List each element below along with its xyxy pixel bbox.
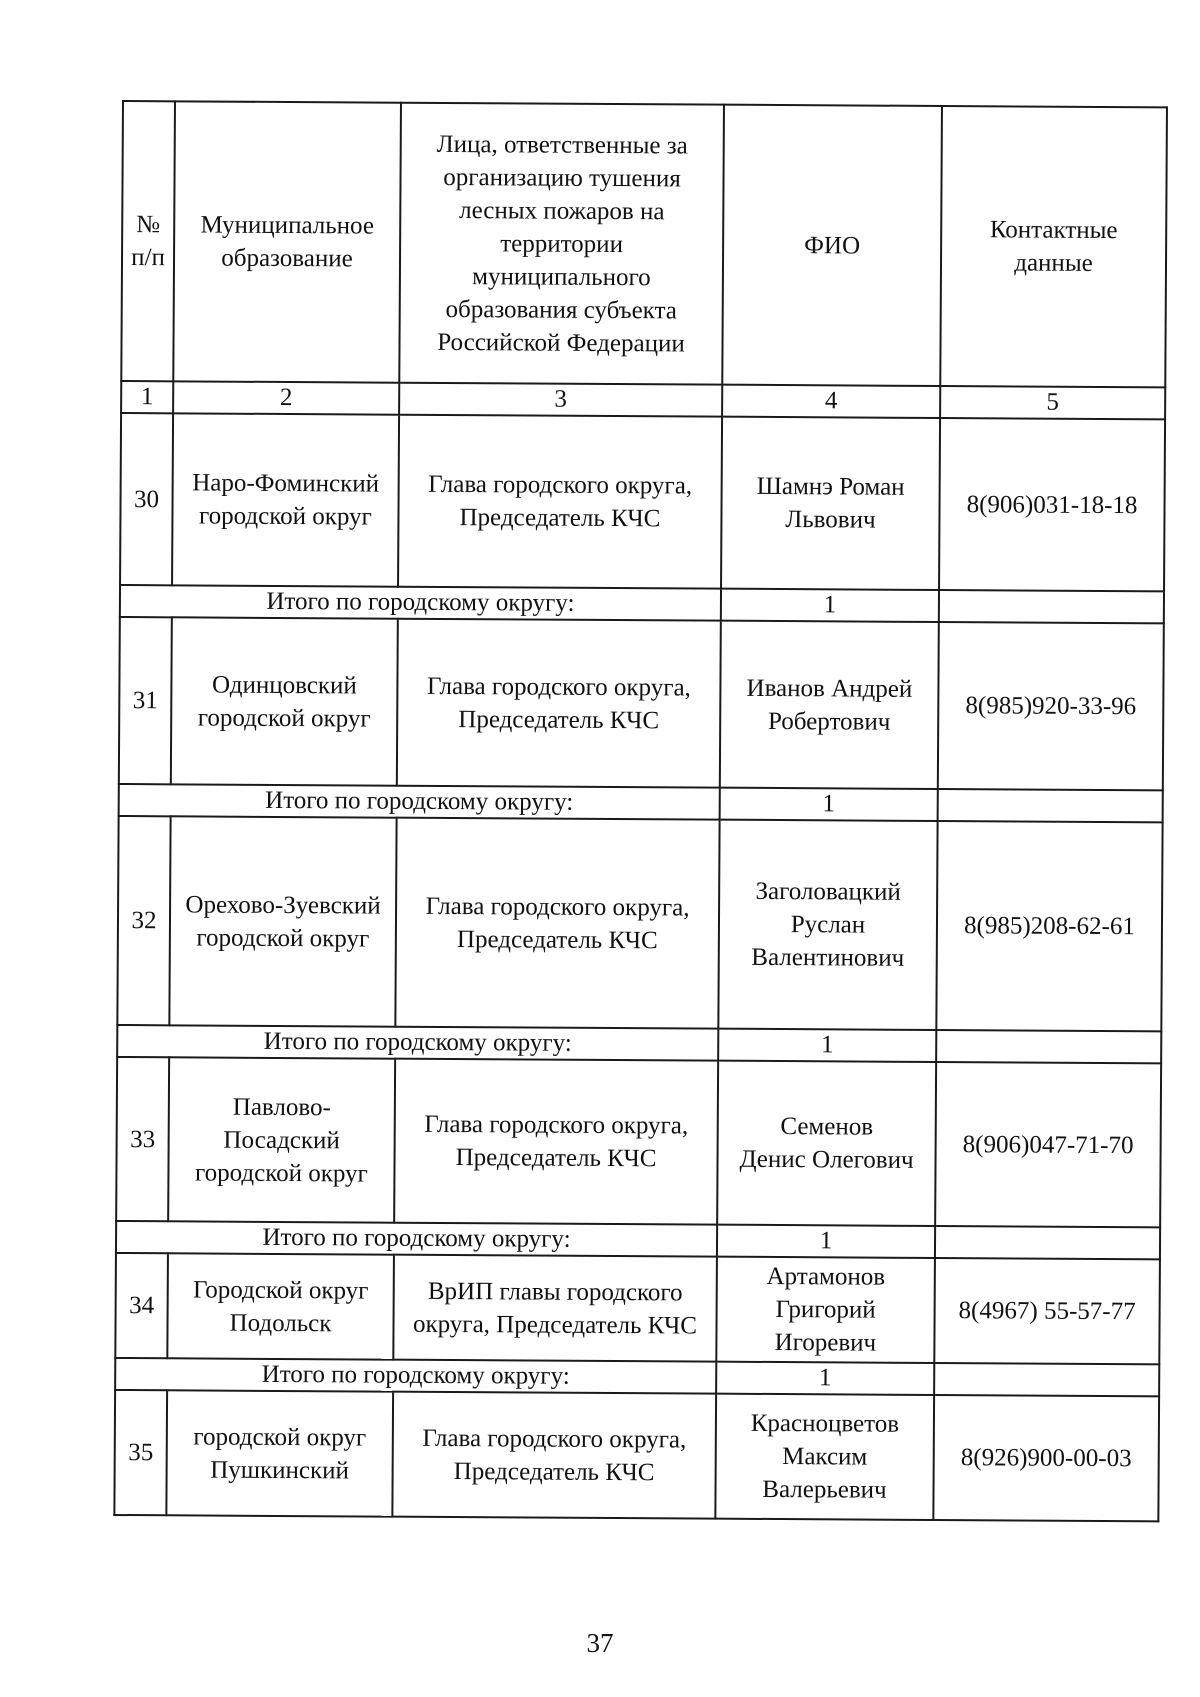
row-municipality: Павлово- Посадский городской округ bbox=[168, 1057, 395, 1222]
table-header-row bbox=[121, 101, 1167, 387]
row-municipality: Наро-Фоминский городской округ bbox=[172, 413, 399, 586]
column-number: 2 bbox=[173, 381, 399, 414]
total-empty bbox=[939, 590, 1164, 623]
column-number: 5 bbox=[940, 386, 1165, 419]
total-label: Итого по городскому округу: bbox=[117, 1025, 718, 1061]
row-num: 31 bbox=[119, 617, 172, 784]
total-empty bbox=[934, 1363, 1159, 1396]
row-num: 32 bbox=[117, 816, 170, 1025]
total-empty bbox=[935, 1226, 1160, 1259]
row-num: 35 bbox=[114, 1390, 167, 1515]
row-num: 33 bbox=[116, 1057, 169, 1221]
row-contact: 8(985)920-33-96 bbox=[938, 622, 1164, 790]
header-responsible: Лица, ответственные за организацию тушения лесных пожаров на территории муниципального образования субъекта Российской Федерации bbox=[399, 103, 724, 385]
row-municipality: Городской округ Подольск bbox=[167, 1253, 394, 1359]
total-value: 1 bbox=[718, 1029, 936, 1062]
total-label: Итого по городскому округу: bbox=[115, 1358, 716, 1394]
row-fio: Иванов Андрей Робертович bbox=[720, 621, 939, 789]
row-responsible: Глава городского округа, Председатель КЧС bbox=[395, 818, 719, 1029]
table-row bbox=[117, 816, 1162, 1031]
row-responsible: ВрИП главы городского округа, Председатель КЧС bbox=[393, 1255, 717, 1362]
total-value: 1 bbox=[720, 788, 938, 821]
total-label: Итого по городскому округу: bbox=[119, 784, 720, 820]
table-row bbox=[114, 1390, 1159, 1521]
row-responsible: Глава городского округа, Председатель КЧС bbox=[398, 415, 722, 589]
total-empty bbox=[938, 789, 1163, 822]
row-fio: Шамнэ Роман Львович bbox=[721, 417, 940, 590]
row-municipality: Орехово-Зуевский городской округ bbox=[169, 816, 396, 1026]
header-municipality: Муниципальное образование bbox=[173, 101, 401, 382]
row-fio: Красноцветов Максим Валерьевич bbox=[715, 1394, 934, 1520]
row-municipality: Одинцовский городской округ bbox=[171, 617, 398, 785]
responsible-persons-table bbox=[113, 100, 1168, 1522]
row-contact: 8(906)047-71-70 bbox=[935, 1062, 1161, 1227]
row-contact: 8(985)208-62-61 bbox=[936, 821, 1162, 1031]
row-contact: 8(906)031-18-18 bbox=[939, 418, 1165, 591]
column-number: 1 bbox=[121, 381, 173, 413]
row-num: 34 bbox=[115, 1253, 168, 1358]
table-row bbox=[120, 413, 1165, 591]
total-empty bbox=[936, 1030, 1161, 1063]
row-responsible: Глава городского округа, Председатель КЧС bbox=[397, 619, 721, 788]
row-municipality: городской округ Пушкинский bbox=[166, 1390, 393, 1516]
row-responsible: Глава городского округа, Председатель КЧС bbox=[392, 1392, 716, 1519]
row-contact: 8(926)900-00-03 bbox=[933, 1395, 1159, 1521]
row-fio: Заголовацкий Руслан Валентинович bbox=[718, 820, 937, 1030]
table-row bbox=[116, 1057, 1161, 1227]
total-value: 1 bbox=[716, 1362, 934, 1395]
header-num: № п/п bbox=[121, 101, 175, 381]
total-label: Итого по городскому округу: bbox=[120, 585, 721, 621]
row-responsible: Глава городского округа, Председатель КЧС bbox=[394, 1059, 718, 1225]
total-value: 1 bbox=[717, 1225, 935, 1258]
row-fio: Артамонов Григорий Игоревич bbox=[716, 1257, 935, 1363]
column-number: 4 bbox=[722, 385, 940, 418]
total-value: 1 bbox=[721, 589, 939, 622]
row-contact: 8(4967) 55-57-77 bbox=[934, 1258, 1160, 1364]
row-num: 30 bbox=[120, 413, 173, 585]
page-number: 37 bbox=[586, 1628, 614, 1658]
header-fio: ФИО bbox=[722, 105, 942, 386]
table-row bbox=[119, 617, 1164, 790]
table-row bbox=[115, 1253, 1160, 1364]
row-fio: Семенов Денис Олегович bbox=[717, 1061, 936, 1226]
header-contacts: Контактные данные bbox=[940, 106, 1167, 387]
total-label: Итого по городскому округу: bbox=[116, 1221, 717, 1257]
column-number: 3 bbox=[399, 383, 722, 417]
